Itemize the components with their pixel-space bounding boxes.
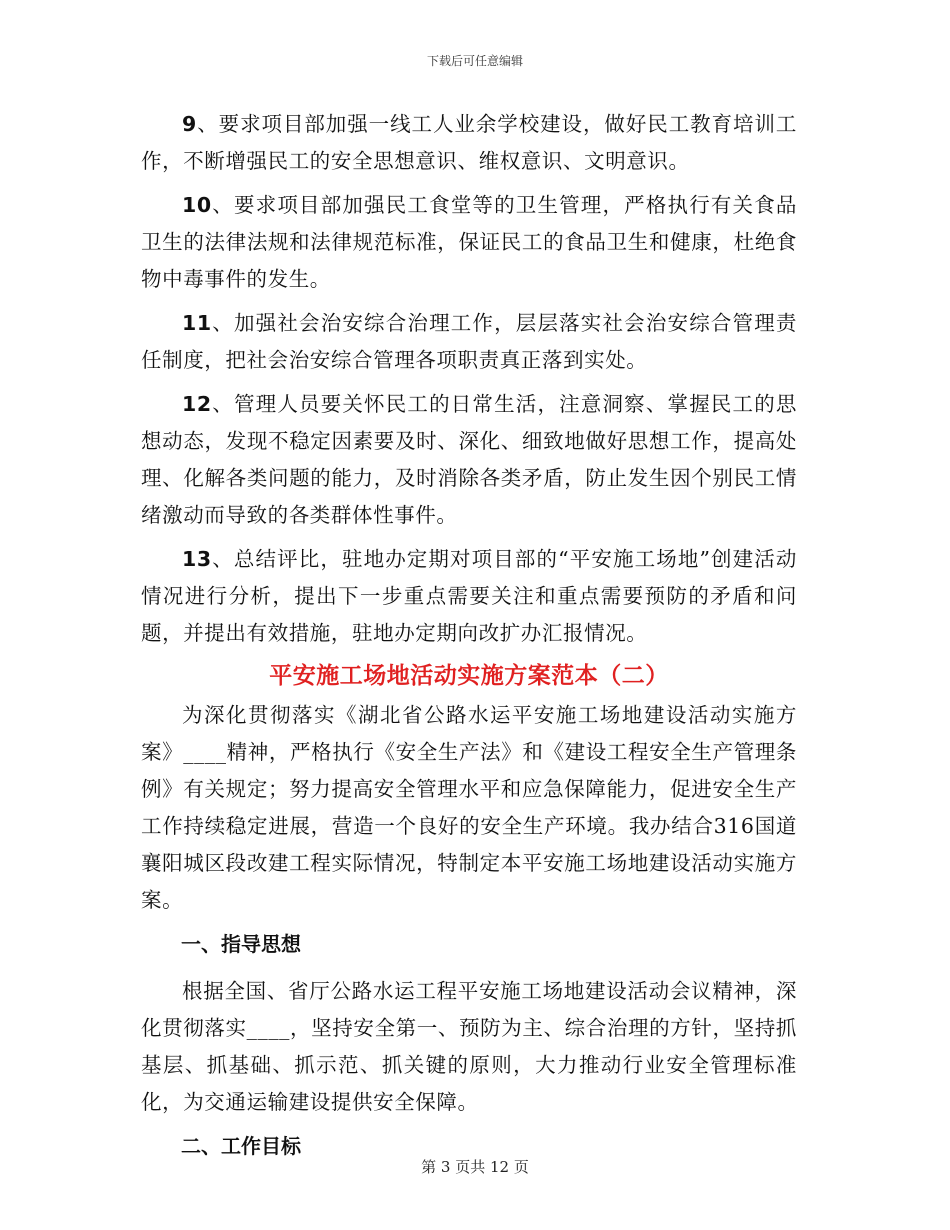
heading-work-goals: 二、工作目标: [181, 1134, 301, 1158]
item-number: 9: [182, 112, 197, 136]
intro-paragraph: 为深化贯彻落实《湖北省公路水运平安施工场地建设活动实施方案》____精神，严格执行《安全生产法》和《建设工程安全生产管理条例》有关规定；努力提高安全管理水平和应急保障能力，促进安全生产工作持续稳定进展，营造一个良好的安全生产环境。我办结合316国道襄阳城区段改建工程实际情况，特制定本平安施工场地建设活动实施方案。: [141, 703, 797, 912]
page-header: 下载后可任意编辑: [426, 54, 523, 68]
list-item-13: [141, 541, 797, 652]
item-number: 10: [182, 193, 212, 217]
section-title: 平安施工场地活动实施方案范本（二）: [269, 663, 669, 689]
item-text: 、加强社会治安综合治理工作，层层落实社会治安综合管理责任制度，把社会治安综合管理各项职责真正落到实处。: [141, 311, 797, 372]
item-text: 、要求项目部加强一线工人业余学校建设，做好民工教育培训工作，不断增强民工的安全思想意识、维权意识、文明意识。: [141, 112, 797, 173]
heading-guiding-ideology: 一、指导思想: [181, 932, 301, 956]
document-body: [141, 106, 797, 1175]
item-number: 11: [182, 311, 212, 335]
item-number: 12: [182, 392, 212, 416]
list-item-11: [141, 305, 797, 379]
list-item-10: [141, 187, 797, 298]
list-item-12: [141, 386, 797, 534]
guiding-paragraph: 根据全国、省厅公路水运工程平安施工场地建设活动会议精神，深化贯彻落实____，坚持安全第一、预防为主、综合治理的方针，坚持抓基层、抓基础、抓示范、抓关键的原则，大力推动行业安全管理标准化，为交通运输建设提供安全保障。: [141, 979, 797, 1114]
item-text: 、总结评比，驻地办定期对项目部的“平安施工场地”创建活动情况进行分析，提出下一步重点需要关注和重点需要预防的矛盾和问题，并提出有效措施，驻地办定期向改扩办汇报情况。: [141, 547, 797, 645]
page-footer: 第 3 页共 12 页: [421, 1158, 529, 1176]
list-item-9: [141, 106, 797, 180]
item-number: 13: [182, 547, 212, 571]
item-text: 、管理人员要关怀民工的日常生活，注意洞察、掌握民工的思想动态，发现不稳定因素要及时、深化、细致地做好思想工作，提高处理、化解各类问题的能力，及时消除各类矛盾，防止发生因个别民工情绪激动而导致的各类群体性事件。: [141, 392, 797, 527]
item-text: 、要求项目部加强民工食堂等的卫生管理，严格执行有关食品卫生的法律法规和法律规范标准，保证民工的食品卫生和健康，杜绝食物中毒事件的发生。: [141, 193, 797, 291]
